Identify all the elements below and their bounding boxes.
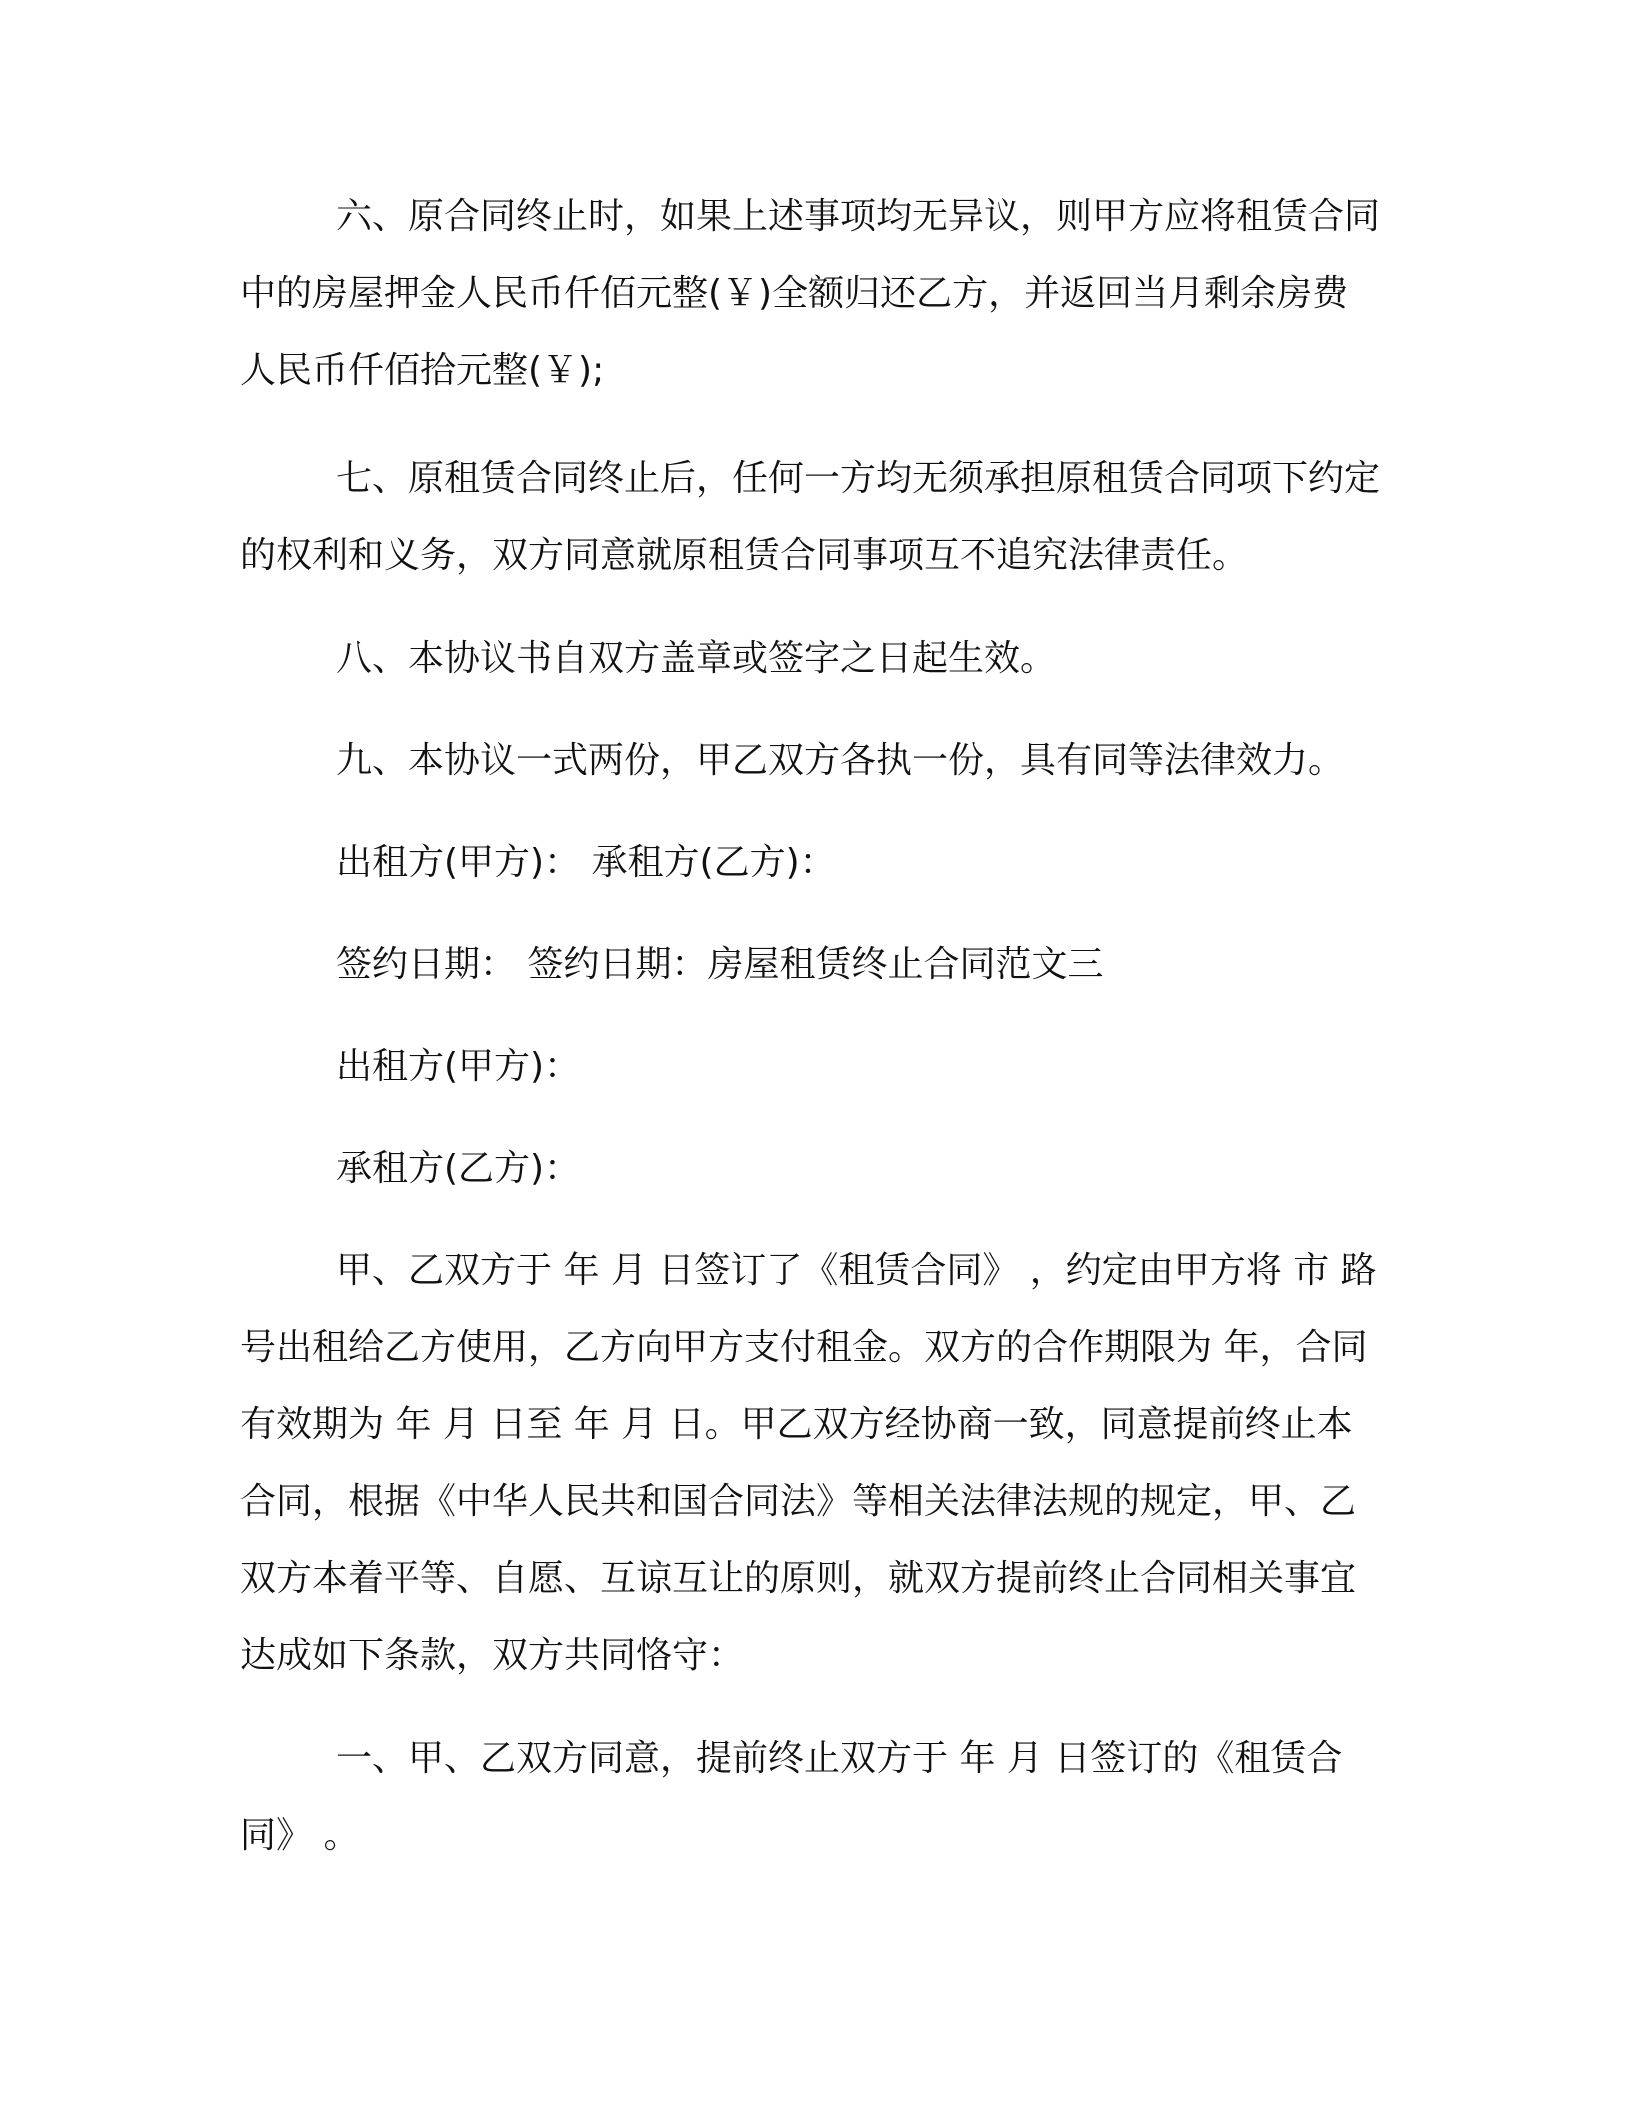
lessor-label: 出租方(甲方)： — [336, 1046, 581, 1087]
lessee-label: 承租方(乙方)： — [336, 1148, 581, 1189]
clause-one: 一、甲、乙双方同意，提前终止双方于 年 月 日签订的《租赁合同》 。 — [240, 1738, 1343, 1856]
agreement-intro: 甲、乙双方于 年 月 日签订了《租赁合同》 ，约定由甲方将 市 路 号出租给乙方使用，乙方向甲方支付租金。双方的合作期限为 年，合同有效期为 年 月 日至 年 月 日。甲乙双方经协商一致，同意提前终止本合同，根据《中华人民共和国合同法》等相关法律法规的规定，甲、乙双方本着平等、自愿、互谅互让的原则，就双方提前终止合同相关事宜达成如下条款，双方共同恪守： — [240, 1250, 1377, 1676]
sign-date-line: 签约日期： 签约日期：房屋租赁终止合同范文三 — [336, 944, 1104, 985]
clause-nine: 九、本协议一式两份，甲乙双方各执一份，具有同等法律效力。 — [336, 740, 1345, 781]
clause-eight: 八、本协议书自双方盖章或签字之日起生效。 — [336, 638, 1057, 679]
clause-seven: 七、原租赁合同终止后，任何一方均无须承担原租赁合同项下约定的权利和义务，双方同意就原租赁合同事项互不追究法律责任。 — [240, 458, 1381, 576]
parties-signature-line: 出租方(甲方)： 承租方(乙方)： — [336, 842, 836, 883]
clause-six: 六、原合同终止时，如果上述事项均无异议，则甲方应将租赁合同中的房屋押金人民币仟佰元整(￥)全额归还乙方，并返回当月剩余房费人民币仟佰拾元整(￥); — [240, 196, 1381, 391]
